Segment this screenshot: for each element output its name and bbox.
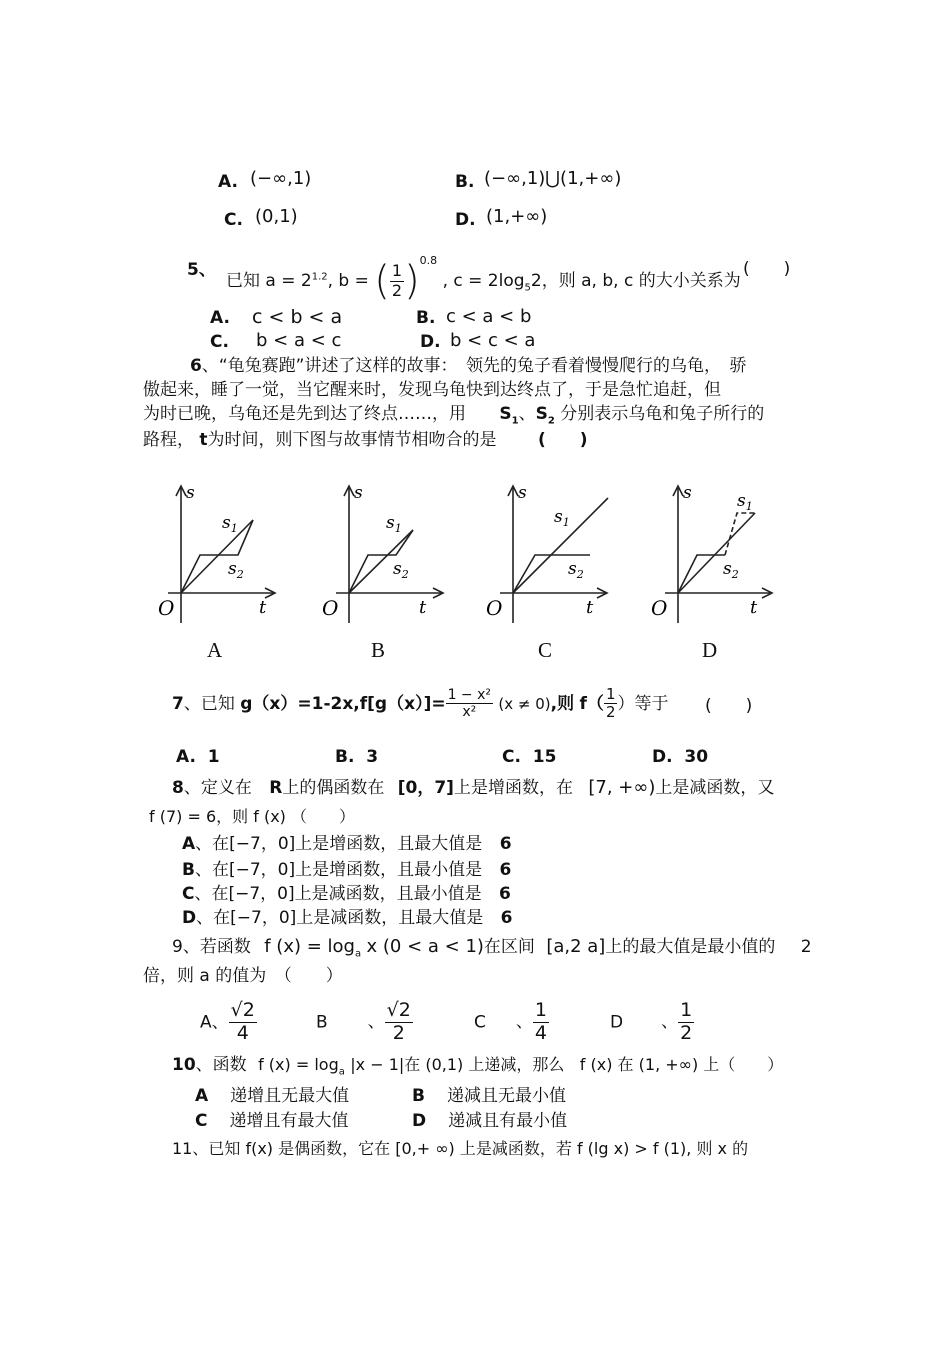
q5-answer-paren: ( ) bbox=[743, 259, 791, 279]
graph-c-axis-s: s bbox=[518, 483, 527, 503]
graph-c-axis-t: t bbox=[586, 597, 594, 618]
graph-c bbox=[480, 478, 615, 628]
q6-line-3: 为时已晚，乌龟还是先到达了终点……，用 $S_1$、$S_2$ 分别表示乌龟和兔子所行的 bbox=[143, 404, 765, 427]
q6-line-2: 傲起来，睡了一觉，当它醒来时，发现乌龟快到达终点了，于是急忙追赶，但 bbox=[143, 380, 721, 400]
q4-option-a-label: A. bbox=[218, 172, 238, 192]
q9-line-2: 倍，则 a 的值为 （ ） bbox=[143, 966, 343, 986]
q5-number: 5、 bbox=[187, 260, 216, 280]
q5-stem: 已知 $a = 2^{1.2}$, b = ( $\frac{1}{2}$ )$^{0.8}$ , $c = 2\log_52$，则 a, b, c 的大小关系为 bbox=[226, 254, 741, 304]
graph-d-s2-label: $s_2$ bbox=[723, 559, 739, 581]
graph-b-s1-label: $s_1$ bbox=[386, 513, 402, 535]
q10-option-a: A 递增且无最大值 bbox=[195, 1086, 350, 1106]
q10-option-c: C 递增且有最大值 bbox=[195, 1111, 349, 1131]
graph-d-origin: O bbox=[651, 596, 668, 620]
q7-answer-paren: ( ) bbox=[705, 696, 753, 716]
q9-option-c: C 、 $\frac{1}{4}$ bbox=[474, 999, 547, 1044]
q4-option-d-text: (1,+∞) bbox=[486, 206, 548, 227]
q5-option-a-text: c < b < a bbox=[252, 306, 343, 328]
q9-option-a: A、 $\frac{√2}{4}$ bbox=[200, 999, 255, 1044]
graph-a-label: A bbox=[207, 638, 223, 662]
graph-a-axis-t: t bbox=[259, 597, 267, 618]
graph-d-s1-label: $s_1$ bbox=[737, 491, 753, 513]
q4-option-c-text: (0,1) bbox=[255, 206, 298, 227]
graph-c-origin: O bbox=[486, 596, 503, 620]
graph-c-s2-label: $s_2$ bbox=[568, 559, 584, 581]
q8-option-d: D、在[−7，0]上是减函数，且最大值是 6 bbox=[182, 908, 513, 928]
q7-stem: 7、已知 g（x）=1-2x,f[g（x）]= $\frac{\text{1 − x²}}{\text{x²}}$ (x ≠ 0),则 f（ $\frac{1}{2}$ ）等于 bbox=[172, 685, 669, 722]
graph-d-axis-s: s bbox=[683, 483, 692, 503]
q5-option-c-text: b < a < c bbox=[256, 330, 342, 351]
graph-b-s1-line bbox=[349, 530, 413, 593]
q9-option-d: D 、 $\frac{1}{2}$ bbox=[610, 999, 693, 1044]
q7-option-b: B. 3 bbox=[335, 747, 379, 767]
graph-d-axis-t: t bbox=[750, 597, 758, 618]
q8-option-c: C、在[−7，0]上是减函数，且最小值是 6 bbox=[182, 884, 511, 904]
q7-option-a: A. 1 bbox=[176, 747, 220, 767]
q6-line-4: 路程， t为时间，则下图与故事情节相吻合的是 bbox=[143, 430, 497, 450]
q5-option-b-text: c < a < b bbox=[446, 306, 532, 327]
q4-option-c-label: C. bbox=[224, 210, 243, 230]
q11-stem: 11、已知 f(x) 是偶函数，它在 [0,+ ∞) 上是减函数，若 f (lg x) > f (1), 则 x 的 bbox=[172, 1139, 749, 1158]
graph-d bbox=[645, 478, 780, 628]
q5-option-d-label: D. bbox=[420, 332, 441, 352]
q4-option-b-text: (−∞,1)⋃(1,+∞) bbox=[484, 168, 622, 189]
q4-option-b-label: B. bbox=[455, 172, 475, 192]
q7-option-c: C. 15 bbox=[502, 747, 557, 767]
graph-b-s2-label: $s_2$ bbox=[393, 559, 409, 581]
q5-option-b-label: B. bbox=[416, 308, 436, 328]
graph-a-origin: O bbox=[158, 596, 175, 620]
q10-stem: 10、函数 f $(x) = \log_a |x - 1|$在 (0,1) 上递减，那么 f (x) 在 (1, +∞) 上（ ） bbox=[172, 1055, 784, 1078]
graph-a-s1-label: $s_1$ bbox=[222, 513, 238, 535]
q7-option-d: D. 30 bbox=[652, 747, 709, 767]
q9-option-b: B 、 $\frac{√2}{2}$ bbox=[316, 999, 411, 1044]
q5-option-c-label: C. bbox=[210, 332, 229, 352]
q8-option-b: B、在[−7，0]上是增函数，且最小值是 6 bbox=[182, 860, 512, 880]
q10-option-d: D 递减且有最小值 bbox=[412, 1111, 568, 1131]
q8-line-2: f (7) = 6，则 f (x) （ ） bbox=[149, 807, 355, 826]
graph-c-label: C bbox=[538, 638, 553, 662]
graph-b-label: B bbox=[371, 638, 386, 662]
graph-d-label: D bbox=[702, 638, 718, 662]
q4-option-a-text: (−∞,1) bbox=[250, 168, 312, 189]
graph-a-s1-line bbox=[181, 520, 253, 593]
graph-b-origin: O bbox=[322, 596, 339, 620]
graph-b bbox=[316, 478, 451, 628]
q5-option-a-label: A. bbox=[210, 308, 230, 328]
q9-line-1: 9、若函数 f $(x) = \log_a x$ (0 < a < 1)在区间 [a,2 a]上的最大值是最小值的 2 bbox=[172, 936, 812, 960]
graph-b-axis-s: s bbox=[354, 483, 363, 503]
graph-d-s1-line bbox=[678, 513, 755, 593]
graph-c-s1-label: $s_1$ bbox=[554, 507, 570, 529]
q6-answer-paren: ( ) bbox=[538, 430, 588, 450]
q5-option-d-text: b < c < a bbox=[450, 330, 536, 351]
q8-option-a: A、在[−7，0]上是增函数，且最大值是 6 bbox=[182, 834, 512, 854]
graph-a-axis-s: s bbox=[186, 483, 195, 503]
q10-option-b: B 递减且无最小值 bbox=[412, 1086, 566, 1106]
graph-d-s2-line bbox=[678, 555, 725, 593]
graph-a bbox=[148, 478, 283, 628]
q4-option-d-label: D. bbox=[455, 210, 476, 230]
q8-line-1: 8、定义在 R上的偶函数在 [0，7]上是增函数，在 [7, +∞)上是减函数，又 bbox=[172, 777, 775, 798]
q6-line-1: 6、“龟兔赛跑”讲述了这样的故事： 领先的兔子看着慢慢爬行的乌龟， 骄 bbox=[190, 356, 747, 376]
graph-d-s2-dashed-line bbox=[725, 513, 755, 555]
graph-b-axis-t: t bbox=[419, 597, 427, 618]
graph-a-s2-label: $s_2$ bbox=[228, 559, 244, 581]
